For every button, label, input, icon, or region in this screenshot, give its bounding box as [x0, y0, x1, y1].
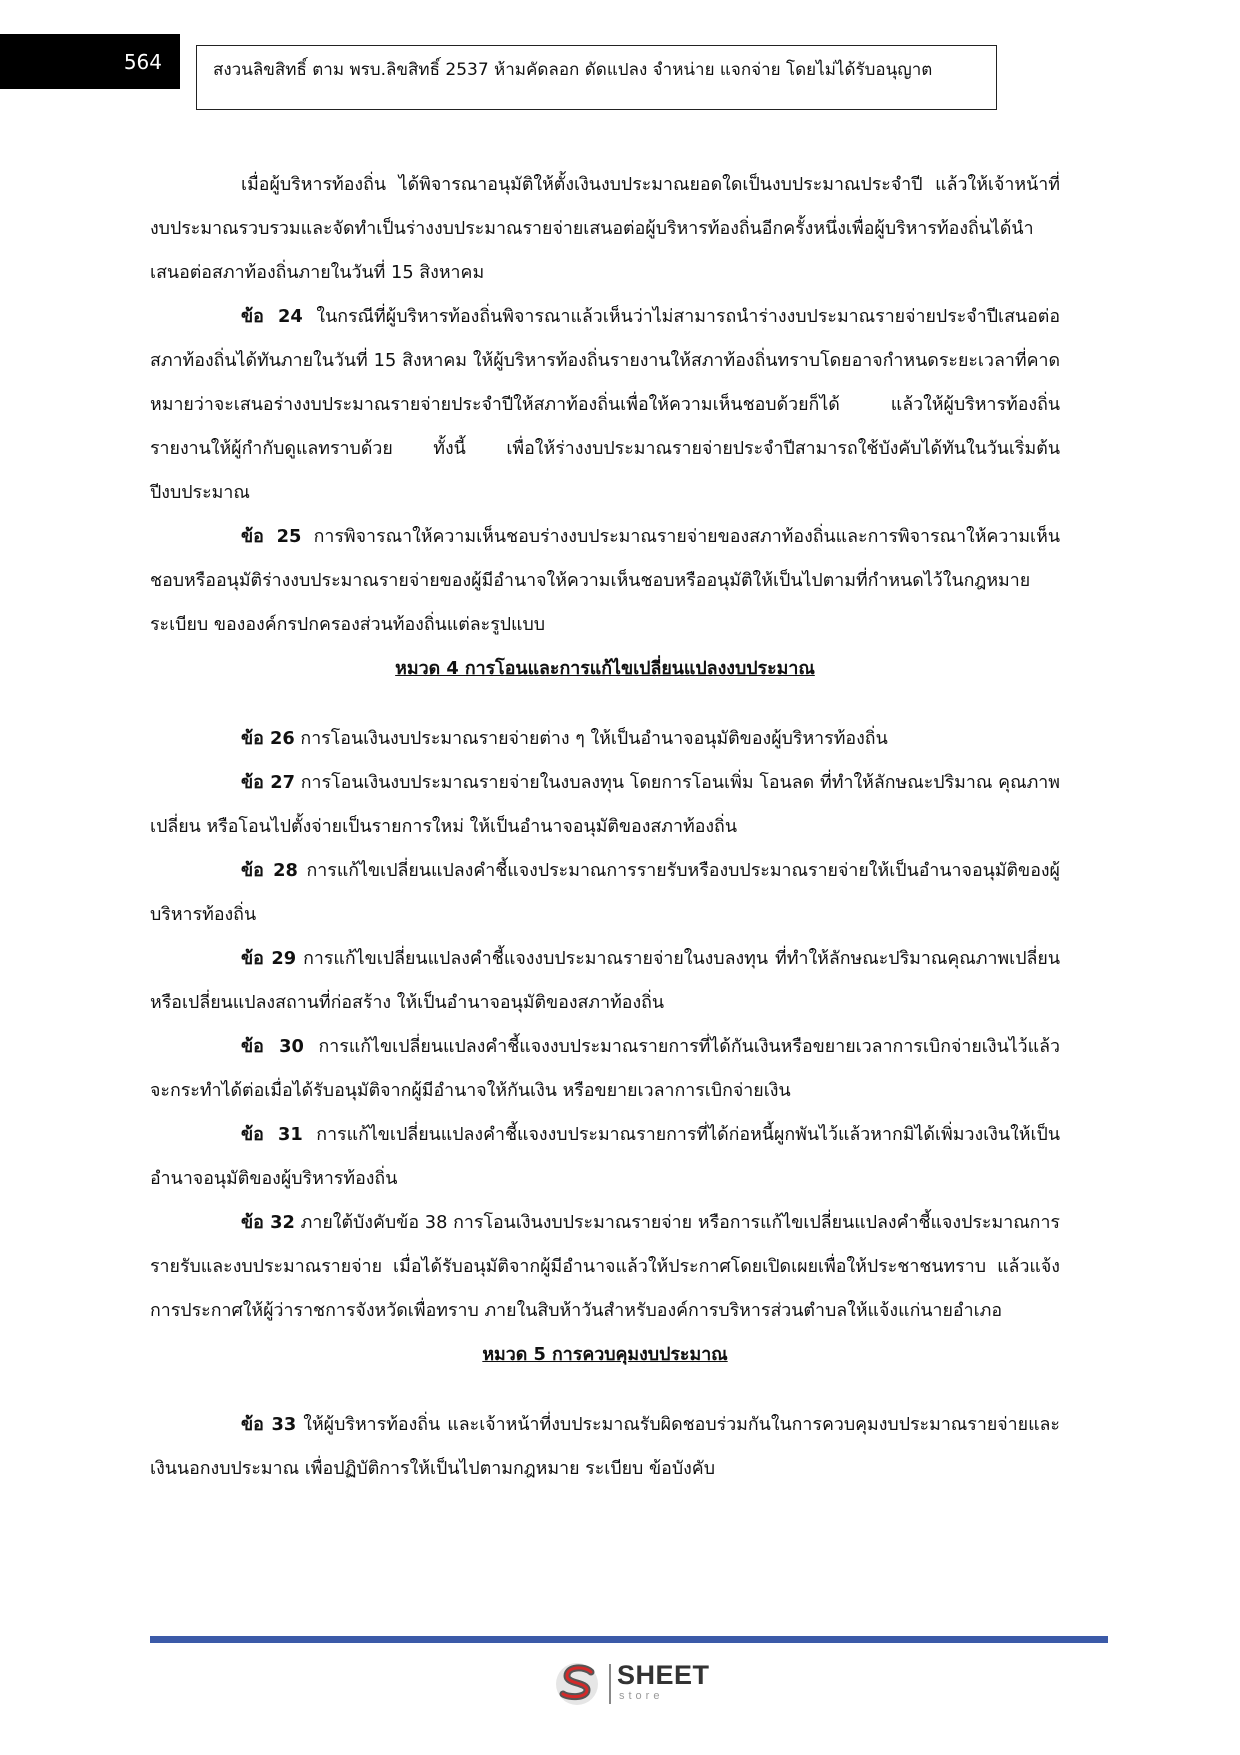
clause-paragraph: [150, 515, 1060, 647]
clause-list-b: [150, 717, 1060, 1333]
clause-paragraph: [150, 849, 1060, 937]
clause-text: การแก้ไขเปลี่ยนแปลงคำชี้แจงประมาณการรายรับหรืองบประมาณรายจ่ายให้เป็นอำนาจอนุมัติของผู้บริหารท้องถิ่น: [150, 860, 1060, 925]
footer-rule: [150, 1636, 1108, 1643]
clause-text: ให้ผู้บริหารท้องถิ่น และเจ้าหน้าที่งบประมาณรับผิดชอบร่วมกันในการควบคุมงบประมาณรายจ่ายและเงินนอกงบประมาณ เพื่อปฏิบัติการให้เป็นไปตามกฎหมาย ระเบียบ ข้อบังคับ: [150, 1414, 1060, 1479]
clause-text: การโอนเงินงบประมาณรายจ่ายต่าง ๆ ให้เป็นอำนาจอนุมัติของผู้บริหารท้องถิ่น: [294, 728, 888, 749]
document-body: [150, 163, 1060, 1491]
clause-paragraph: [150, 717, 1060, 761]
intro-paragraph: เมื่อผู้บริหารท้องถิ่น ได้พิจารณาอนุมัติให้ตั้งเงินงบประมาณยอดใดเป็นงบประมาณประจำปี แล้วให้เจ้าหน้าที่งบประมาณรวบรวมและจัดทำเป็นร่างงบประมาณรายจ่ายเสนอต่อผู้บริหารท้องถิ่นอีกครั้งหนึ่งเพื่อผู้บริหารท้องถิ่นได้นำเสนอต่อสภาท้องถิ่นภายในวันที่ 15 สิงหาคม: [150, 174, 1060, 283]
clause-number: ข้อ 29: [241, 948, 297, 969]
clause-paragraph: [150, 761, 1060, 849]
clause-paragraph: [150, 295, 1060, 515]
clause-paragraph: [150, 1113, 1060, 1201]
clause-number: ข้อ 24: [241, 306, 303, 327]
clause-paragraph: [150, 1201, 1060, 1333]
clause-paragraph: [150, 937, 1060, 1025]
clause-text: การแก้ไขเปลี่ยนแปลงคำชี้แจงงบประมาณรายจ่ายในงบลงทุน ที่ทำให้ลักษณะปริมาณคุณภาพเปลี่ยน หรือเปลี่ยนแปลงสถานที่ก่อสร้าง ให้เป็นอำนาจอนุมัติของสภาท้องถิ่น: [150, 948, 1060, 1013]
logo-divider: [609, 1664, 611, 1704]
clause-number: ข้อ 32: [241, 1212, 295, 1233]
clause-number: ข้อ 27: [241, 772, 295, 793]
clause-paragraph: [150, 1403, 1060, 1491]
sheet-store-logo: [555, 1660, 725, 1710]
clause-text: การโอนเงินงบประมาณรายจ่ายในงบลงทุน โดยการโอนเพิ่ม โอนลด ที่ทำให้ลักษณะปริมาณ คุณภาพเปลี่ยน หรือโอนไปตั้งจ่ายเป็นรายการใหม่ ให้เป็นอำนาจอนุมัติของสภาท้องถิ่น: [150, 772, 1060, 837]
clause-number: ข้อ 25: [241, 526, 302, 547]
clause-text: ในกรณีที่ผู้บริหารท้องถิ่นพิจารณาแล้วเห็นว่าไม่สามารถนำร่างงบประมาณรายจ่ายประจำปีเสนอต่อสภาท้องถิ่นได้ทันภายในวันที่ 15 สิงหาคม ให้ผู้บริหารท้องถิ่นรายงานให้สภาท้องถิ่นทราบโดยอาจกำหนดระยะเวลาที่คาดหมายว่าจะเสนอร่างงบประมาณรายจ่ายประจำปีให้สภาท้องถิ่นเพื่อให้ความเห็นชอบด้วยก็ได้ แล้วให้ผู้บริหารท้องถิ่นรายงานให้ผู้กำกับดูแลทราบด้วย ทั้งนี้ เพื่อให้ร่างงบประมาณรายจ่ายประจำปีสามารถใช้บังคับได้ทันในวันเริ่มต้นปีงบประมาณ: [150, 306, 1060, 503]
clause-paragraph: [150, 1025, 1060, 1113]
clause-text: การพิจารณาให้ความเห็นชอบร่างงบประมาณรายจ่ายของสภาท้องถิ่นและการพิจารณาให้ความเห็นชอบหรืออนุมัติร่างงบประมาณรายจ่ายของผู้มีอำนาจให้ความเห็นชอบหรืออนุมัติให้เป็นไปตามที่กำหนดไว้ในกฎหมาย ระเบียบ ขององค์กรปกครองส่วนท้องถิ่นแต่ละรูปแบบ: [150, 526, 1060, 635]
clause-text: การแก้ไขเปลี่ยนแปลงคำชี้แจงงบประมาณรายการที่ได้กันเงินหรือขยายเวลาการเบิกจ่ายเงินไว้แล้ว จะกระทำได้ต่อเมื่อได้รับอนุมัติจากผู้มีอำนาจให้กันเงิน หรือขยายเวลาการเบิกจ่ายเงิน: [150, 1036, 1060, 1101]
clause-number: ข้อ 26: [241, 728, 295, 749]
logo-wordmark: SHEET: [617, 1660, 710, 1690]
clause-text: ภายใต้บังคับข้อ 38 การโอนเงินงบประมาณรายจ่าย หรือการแก้ไขเปลี่ยนแปลงคำชี้แจงประมาณการรายรับและงบประมาณรายจ่าย เมื่อได้รับอนุมัติจากผู้มีอำนาจแล้วให้ประกาศโดยเปิดเผยเพื่อให้ประชาชนทราบ แล้วแจ้งการประกาศให้ผู้ว่าราชการจังหวัดเพื่อทราบ ภายในสิบห้าวันสำหรับองค์การบริหารส่วนตำบลให้แจ้งแก่นายอำเภอ: [150, 1212, 1060, 1321]
clause-text: การแก้ไขเปลี่ยนแปลงคำชี้แจงงบประมาณรายการที่ได้ก่อหนี้ผูกพันไว้แล้วหากมิได้เพิ่มวงเงินให้เป็นอำนาจอนุมัติของผู้บริหารท้องถิ่น: [150, 1124, 1060, 1189]
clause-number: ข้อ 33: [241, 1414, 297, 1435]
logo-subtext: store: [619, 1690, 664, 1702]
clause-number: ข้อ 28: [241, 860, 298, 881]
clause-number: ข้อ 30: [241, 1036, 304, 1057]
section-heading: หมวด 4 การโอนและการแก้ไขเปลี่ยนแปลงงบประมาณ: [395, 658, 815, 679]
copyright-notice: สงวนลิขสิทธิ์ ตาม พรบ.ลิขสิทธิ์ 2537 ห้ามคัดลอก ดัดแปลง จำหน่าย แจกจ่าย โดยไม่ได้รับอนุญาต: [196, 45, 997, 110]
clause-list-c: [150, 1403, 1060, 1491]
sheet-store-logo-icon: [555, 1660, 603, 1708]
section-heading: หมวด 5 การควบคุมงบประมาณ: [482, 1344, 728, 1365]
clause-list-a: [150, 295, 1060, 647]
clause-number: ข้อ 31: [241, 1124, 303, 1145]
page-number: 564: [0, 34, 180, 89]
